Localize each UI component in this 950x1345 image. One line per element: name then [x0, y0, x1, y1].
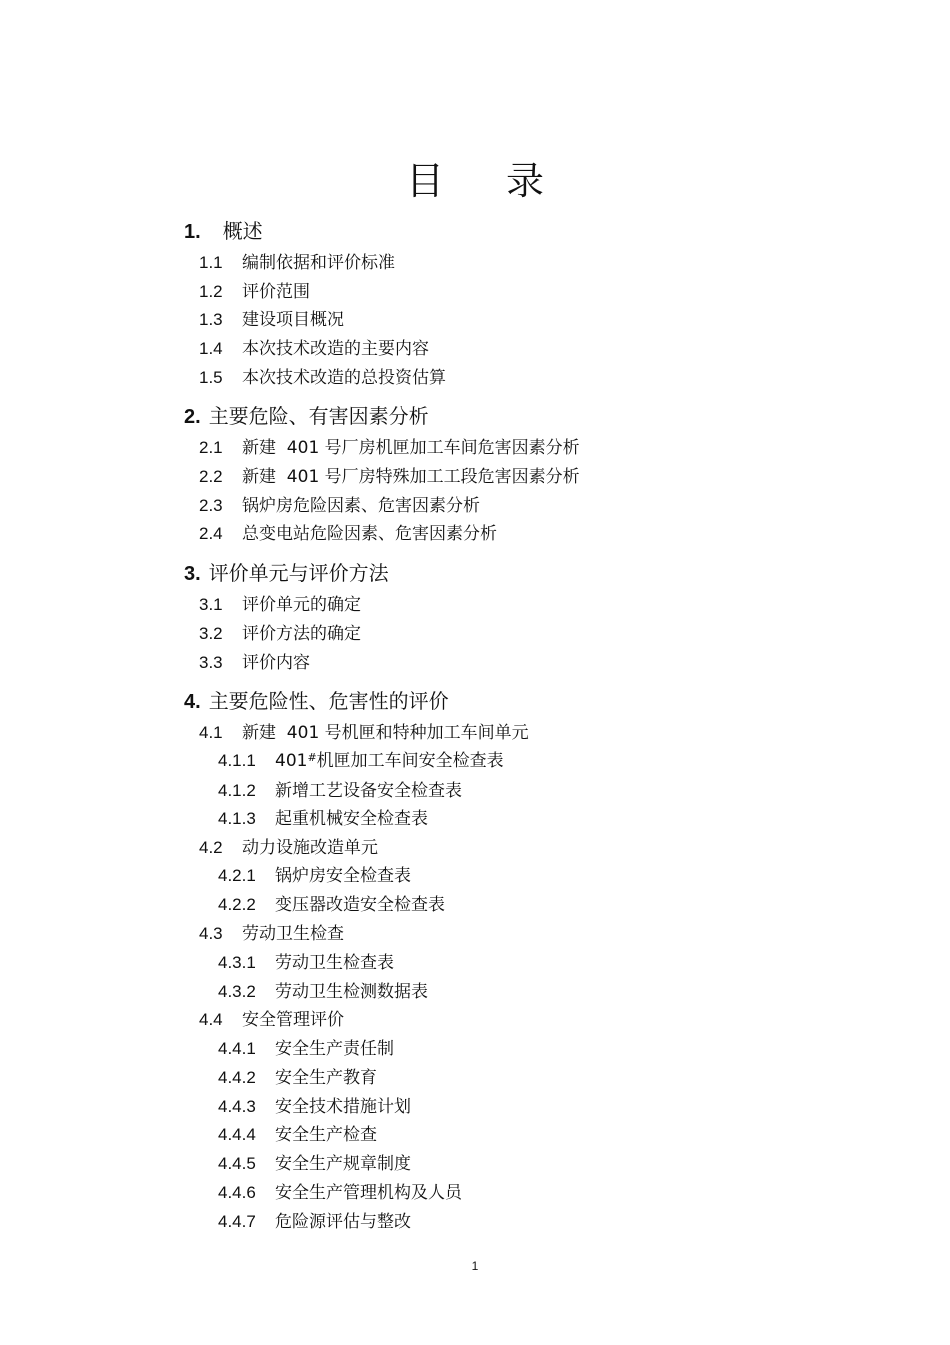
toc-entry-4-1-3[interactable] [218, 807, 428, 831]
toc-entry-4[interactable] [184, 689, 449, 714]
toc-number: 4.4.2 [218, 1068, 256, 1087]
toc-entry-4-2-1[interactable] [218, 864, 411, 888]
toc-text: 本次技术改造的主要内容 [242, 339, 429, 359]
toc-entry-1-3[interactable] [199, 308, 344, 332]
toc-text: 锅炉房危险因素、危害因素分析 [242, 496, 480, 516]
toc-text: 安全生产规章制度 [275, 1154, 411, 1174]
toc-number: 4.2.2 [218, 895, 256, 914]
toc-entry-2-4[interactable] [199, 522, 497, 546]
toc-entry-3-2[interactable] [199, 622, 361, 646]
toc-text: 安全生产责任制 [275, 1039, 394, 1059]
toc-number: 4.3.2 [218, 982, 256, 1001]
toc-number: 2.1 [199, 438, 223, 457]
toc-text: 评价方法的确定 [242, 624, 361, 644]
toc-entry-1-2[interactable] [199, 280, 310, 304]
toc-number: 2.4 [199, 524, 223, 543]
toc-number: 1.5 [199, 368, 223, 387]
toc-number: 1.4 [199, 339, 223, 358]
toc-entry-4-4-7[interactable] [218, 1210, 411, 1234]
toc-text: 劳动卫生检查表 [275, 953, 394, 973]
toc-number: 4.3.1 [218, 953, 256, 972]
toc-number: 3.3 [199, 653, 223, 672]
toc-text: 主要危险、有害因素分析 [208, 404, 429, 428]
toc-entry-4-3-1[interactable] [218, 951, 394, 975]
toc-number: 4.1.2 [218, 781, 256, 800]
title-char-1: 目 [405, 159, 444, 203]
toc-entry-3-3[interactable] [199, 651, 310, 675]
toc-number: 4.2 [199, 838, 223, 857]
toc-entry-2[interactable] [184, 404, 429, 429]
toc-number: 4.3 [199, 924, 223, 943]
toc-entry-1-1[interactable] [199, 251, 395, 275]
toc-text: 主要危险性、危害性的评价 [208, 689, 449, 713]
toc-number: 4.1 [199, 723, 223, 742]
toc-entry-4-2[interactable] [199, 836, 378, 860]
toc-number: 4.4.5 [218, 1154, 256, 1173]
toc-entry-1-5[interactable] [199, 366, 446, 390]
toc-number: 4.4.4 [218, 1125, 256, 1144]
toc-entry-4-1-2[interactable] [218, 779, 462, 803]
toc-entry-4-4-1[interactable] [218, 1037, 394, 1061]
title-char-2: 录 [506, 159, 545, 203]
toc-entry-4-3-2[interactable] [218, 980, 428, 1004]
toc-entry-4-4-3[interactable] [218, 1095, 411, 1119]
toc-number: 4.4.3 [218, 1097, 256, 1116]
toc-text: 编制依据和评价标准 [242, 253, 395, 273]
toc-text: 新建 401 号机匣和特种加工车间单元 [242, 723, 529, 743]
toc-text: 劳动卫生检查 [242, 924, 344, 944]
toc-number: 4.4 [199, 1010, 223, 1029]
toc-number: 2. [184, 406, 201, 428]
toc-text [275, 749, 504, 773]
toc-number: 2.2 [199, 467, 223, 486]
toc-text-rest: 机匣加工车间安全检查表 [316, 751, 504, 771]
toc-text: 新建 401 号厂房机匣加工车间危害因素分析 [242, 438, 580, 458]
toc-number: 4.4.1 [218, 1039, 256, 1058]
toc-entry-4-1[interactable] [199, 721, 529, 745]
toc-entry-4-4-4[interactable] [218, 1123, 377, 1147]
toc-entry-4-2-2[interactable] [218, 893, 445, 917]
toc-text: 锅炉房安全检查表 [275, 866, 411, 886]
toc-text-prefix: 401 [275, 751, 308, 771]
toc-entry-4-4-5[interactable] [218, 1152, 411, 1176]
toc-number: 4. [184, 691, 201, 713]
toc-text: 动力设施改造单元 [242, 838, 378, 858]
toc-number: 3.1 [199, 595, 223, 614]
toc-number: 4.2.1 [218, 866, 256, 885]
toc-number: 1.2 [199, 282, 223, 301]
toc-text: 建设项目概况 [242, 310, 344, 330]
toc-entry-2-3[interactable] [199, 494, 480, 518]
toc-entry-1-4[interactable] [199, 337, 429, 361]
toc-entry-4-4-6[interactable] [218, 1181, 462, 1205]
toc-text: 安全生产管理机构及人员 [275, 1183, 462, 1203]
toc-text: 安全生产教育 [275, 1068, 377, 1088]
toc-text: 新增工艺设备安全检查表 [275, 781, 462, 801]
toc-entry-4-1-1[interactable] [218, 749, 504, 773]
toc-number: 4.4.6 [218, 1183, 256, 1202]
toc-number: 1.1 [199, 253, 223, 272]
toc-number: 2.3 [199, 496, 223, 515]
toc-number: 4.1.3 [218, 809, 256, 828]
toc-text: 危险源评估与整改 [275, 1212, 411, 1232]
toc-entry-4-3[interactable] [199, 922, 344, 946]
toc-entry-1[interactable] [184, 219, 263, 244]
toc-text: 新建 401 号厂房特殊加工工段危害因素分析 [242, 467, 580, 487]
toc-text: 安全技术措施计划 [275, 1097, 411, 1117]
toc-entry-3[interactable] [184, 561, 389, 586]
toc-number: 1.3 [199, 310, 223, 329]
toc-entry-3-1[interactable] [199, 593, 361, 617]
page-number: 1 [471, 1259, 479, 1273]
toc-text: 总变电站危险因素、危害因素分析 [242, 524, 497, 544]
toc-number: 1. [184, 221, 201, 243]
toc-entry-4-4[interactable] [199, 1008, 344, 1032]
toc-number: 4.1.1 [218, 751, 256, 770]
toc-entry-2-1[interactable] [199, 436, 580, 460]
toc-text: 安全管理评价 [242, 1010, 344, 1030]
toc-entry-4-4-2[interactable] [218, 1066, 377, 1090]
toc-text: 起重机械安全检查表 [275, 809, 428, 829]
toc-text: 变压器改造安全检查表 [275, 895, 445, 915]
toc-number: 4.4.7 [218, 1212, 256, 1231]
toc-number: 3.2 [199, 624, 223, 643]
toc-text: 安全生产检查 [275, 1125, 377, 1145]
toc-text: 评价单元与评价方法 [208, 561, 389, 585]
toc-text: 评价单元的确定 [242, 595, 361, 615]
toc-text: 概述 [222, 219, 263, 243]
toc-text: 本次技术改造的总投资估算 [242, 368, 446, 388]
toc-text: 评价内容 [242, 653, 310, 673]
toc-text: 劳动卫生检测数据表 [275, 982, 428, 1002]
toc-number: 3. [184, 563, 201, 585]
hash-superscript: # [307, 751, 317, 764]
toc-text: 评价范围 [242, 282, 310, 302]
toc-entry-2-2[interactable] [199, 465, 580, 489]
